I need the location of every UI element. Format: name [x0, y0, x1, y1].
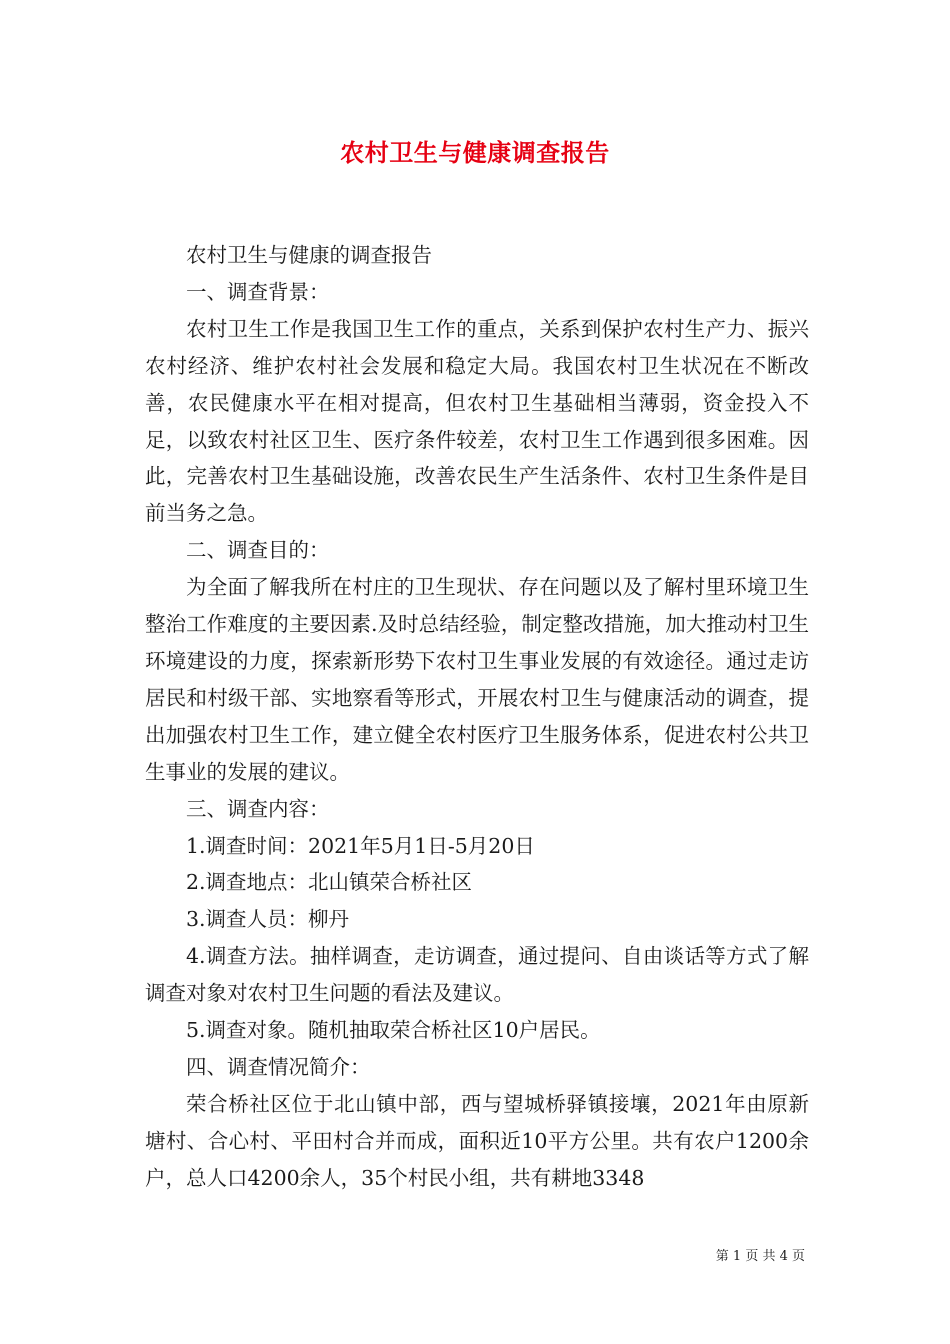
purpose-paragraph: 为全面了解我所在村庄的卫生现状、存在问题以及了解村里环境卫生整治工作难度的主要因素.及时总结经验，制定整改措施，加大推动村卫生环境建设的力度，探索新形势下农村卫生事业发展的有效途径。通过走访居民和村级干部、实地察看等形式，开展农村卫生与健康活动的调查，提出加强农村卫生工作，建立健全农村医疗卫生服务体系，促进农村公共卫生事业的发展的建议。: [145, 575, 809, 784]
background-paragraph: 农村卫生工作是我国卫生工作的重点，关系到保护农村生产力、振兴农村经济、维护农村社会发展和稳定大局。我国农村卫生状况在不断改善，农民健康水平在相对提高，但农村卫生基础相当薄弱，资金投入不足，以致农村社区卫生、医疗条件较差，农村卫生工作遇到很多困难。因此，完善农村卫生基础设施，改善农民生产生活条件、农村卫生条件是目前当务之急。: [145, 316, 809, 526]
content-item-personnel: 3.调查人员：柳丹: [186, 907, 350, 932]
content-item-method: 4.调查方法。抽样调查，走访调查，通过提问、自由谈话等方式了解调查对象对农村卫生问题的看法及建议。: [145, 944, 809, 1006]
content-item-subjects: 5.调查对象。随机抽取荣合桥社区10户居民。: [186, 1018, 601, 1043]
page-number-footer: 第 1 页 共 4 页: [715, 1249, 805, 1264]
section-heading-content: 三、调查内容：: [186, 796, 330, 821]
document-body: [145, 237, 809, 1197]
content-item-time: 1.调查时间：2021年5月1日-5月20日: [186, 833, 535, 858]
overview-paragraph: 荣合桥社区位于北山镇中部，西与望城桥驿镇接壤，2021年由原新塘村、合心村、平田村合并而成，面积近10平方公里。共有农户1200余户，总人口4200余人，35个村民小组，共有耕地3348: [145, 1091, 809, 1190]
subtitle-paragraph: 农村卫生与健康的调查报告: [186, 243, 432, 267]
section-heading-overview: 四、调查情况简介：: [186, 1054, 371, 1079]
section-heading-purpose: 二、调查目的：: [186, 538, 330, 563]
document-title: 农村卫生与健康调查报告: [340, 138, 610, 167]
content-item-location: 2.调查地点：北山镇荣合桥社区: [186, 870, 473, 895]
section-heading-background: 一、调查背景：: [186, 279, 330, 304]
